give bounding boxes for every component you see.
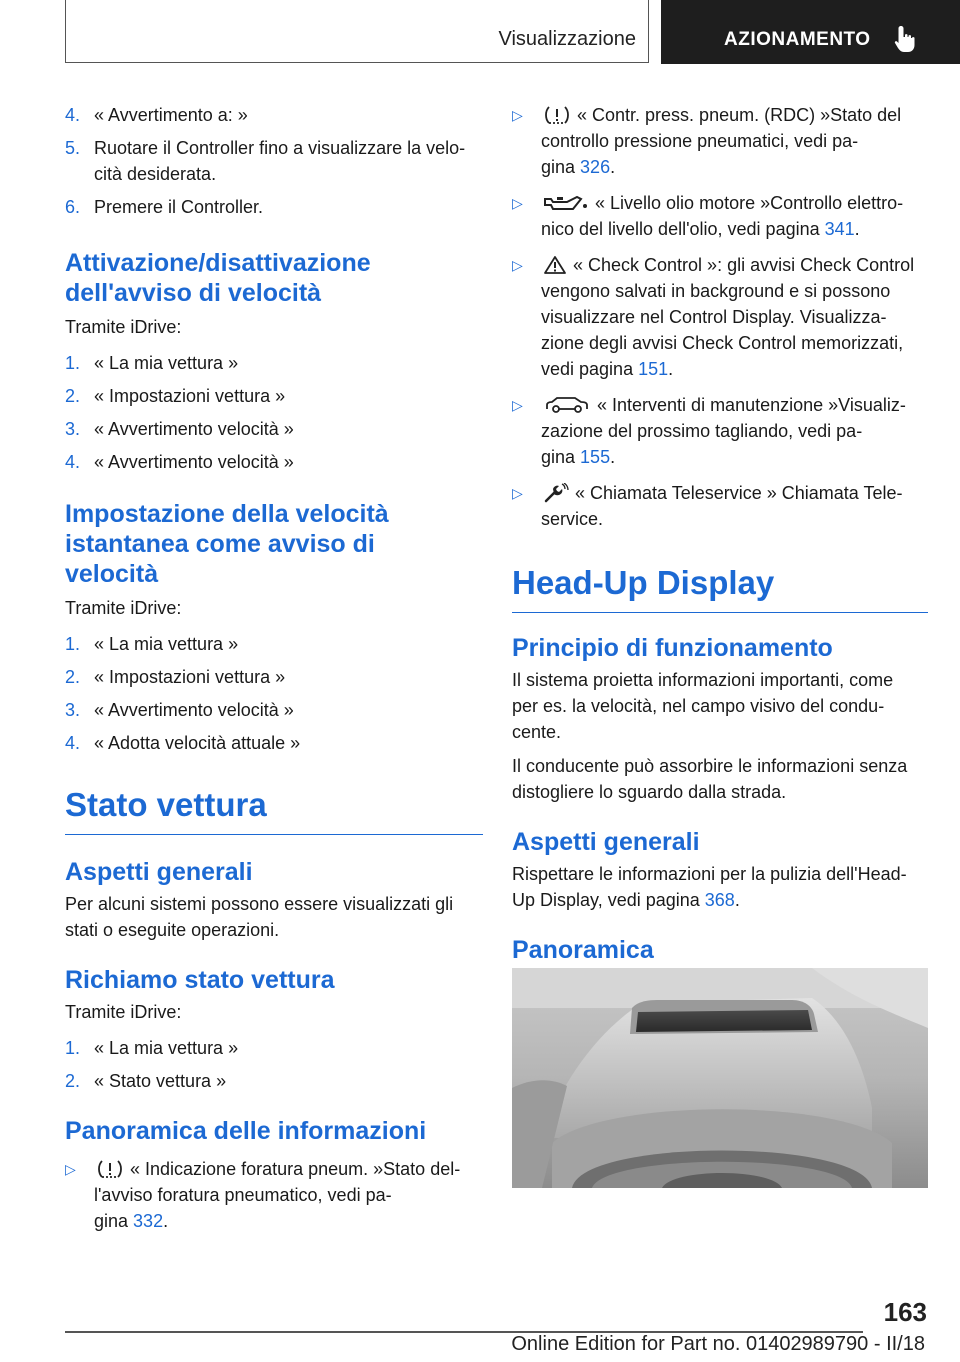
page-link[interactable]: 368 — [704, 890, 735, 910]
page-link[interactable]: 151 — [638, 359, 669, 379]
heading-panorama: Panoramica — [512, 936, 654, 964]
list-item: 6. Premere il Controller. — [65, 197, 264, 217]
triangle-bullet-icon: ▷ — [512, 107, 523, 123]
heading-activation: Attivazione/disattivazione dell'avviso di velocità — [65, 249, 371, 307]
heading-recall-status: Richiamo stato vettura — [65, 966, 335, 994]
heading-head-up-display: Head-Up Display — [512, 562, 928, 613]
triangle-bullet-icon: ▷ — [65, 1161, 76, 1177]
list-item: 2. « Impostazioni vettura » — [65, 667, 286, 687]
idrive-label: Tramite iDrive: — [65, 1002, 182, 1022]
general-text: Per alcuni sistemi possono essere visualizzati gli stati o eseguite operazioni. — [65, 894, 454, 940]
dashboard-illustration — [512, 968, 928, 1188]
heading-info-overview: Panoramica delle informazioni — [65, 1117, 427, 1145]
list-item: 4. « Avvertimento a: » — [65, 105, 248, 125]
steps-list-2 — [65, 350, 483, 475]
heading-general: Aspetti generali — [512, 828, 700, 856]
warning-triangle-icon — [543, 255, 567, 275]
heading-vehicle-status: Stato vettura — [65, 784, 483, 835]
triangle-bullet-icon: ▷ — [512, 485, 523, 501]
list-item: ▷ « Check Control »: gli avvisi Check Control vengono salvati in background e si possono visualizzare nel Control Display. Visualizza- zione degli avvisi Check Control memorizzati, vedi pagina 151. — [512, 252, 928, 382]
edition-text: Online Edition for Part no. 01402989790 - II/18 — [511, 1333, 925, 1355]
page-link[interactable]: 332 — [133, 1211, 164, 1231]
list-item: 1. « La mia vettura » — [65, 634, 239, 654]
heading-principle: Principio di funzionamento — [512, 634, 833, 662]
left-column — [65, 102, 483, 1244]
list-item: 4. « Avvertimento velocità » — [65, 452, 294, 472]
head-up-display-photo — [512, 968, 928, 1188]
chapter-title: AZIONAMENTO — [724, 29, 871, 50]
list-item: 2. « Impostazioni vettura » — [65, 386, 286, 406]
list-item: ▷ « Contr. press. pneum. (RDC) »Stato del controllo pressione pneumatici, vedi pa- gina 326. — [512, 102, 928, 180]
hand-pointer-icon — [893, 24, 919, 54]
list-item: ▷ « Interventi di manutenzione »Visualiz- zazione del prossimo tagliando, vedi pa- gina 155. — [512, 392, 928, 470]
teleservice-wrench-icon — [543, 483, 569, 503]
list-item: ▷ « Livello olio motore »Controllo elettro- nico del livello dell'olio, vedi pagina 341. — [512, 190, 928, 242]
page-link[interactable]: 326 — [580, 157, 611, 177]
section-title: Visualizzazione — [498, 28, 636, 50]
general-text: Rispettare le informazioni per la pulizia dell'Head- Up Display, vedi pagina 368. — [512, 864, 907, 910]
right-column — [512, 102, 928, 965]
triangle-bullet-icon: ▷ — [512, 195, 523, 211]
steps-list-4 — [65, 1035, 483, 1094]
steps-list-3 — [65, 631, 483, 756]
tire-pressure-icon — [543, 105, 571, 125]
principle-text-1: Il sistema proietta informazioni importanti, come per es. la velocità, nel campo visivo del condu- cente. — [512, 670, 894, 742]
page-header — [0, 0, 960, 66]
idrive-label: Tramite iDrive: — [65, 598, 182, 618]
list-item: 1. « La mia vettura » — [65, 1038, 239, 1058]
heading-general: Aspetti generali — [65, 858, 253, 886]
page-link[interactable]: 155 — [580, 447, 611, 467]
list-item: ▷ « Indicazione foratura pneum. »Stato del- l'avviso foratura pneumatico, vedi pa- gina 332. — [65, 1156, 483, 1234]
info-list-left — [65, 1156, 483, 1234]
principle-text-2: Il conducente può assorbire le informazioni senza distogliere lo sguardo dalla strada. — [512, 756, 908, 802]
steps-list-1 — [65, 102, 483, 220]
tire-warning-icon — [96, 1159, 124, 1179]
triangle-bullet-icon: ▷ — [512, 397, 523, 413]
service-car-icon — [543, 395, 591, 415]
list-item: ▷ « Chiamata Teleservice » Chiamata Tele- service. — [512, 480, 928, 532]
oil-can-icon — [543, 193, 589, 213]
idrive-label: Tramite iDrive: — [65, 317, 182, 337]
chapter-tab — [661, 0, 960, 64]
list-item: 4. « Adotta velocità attuale » — [65, 733, 301, 753]
heading-set-speed: Impostazione della velocità istantanea come avviso di velocità — [65, 500, 389, 588]
page-link[interactable]: 341 — [824, 219, 855, 239]
info-list-right — [512, 102, 928, 532]
list-item: 1. « La mia vettura » — [65, 353, 239, 373]
triangle-bullet-icon: ▷ — [512, 257, 523, 273]
list-item: 5. Ruotare il Controller fino a visualizzare la velo- cità desiderata. — [65, 138, 466, 184]
page-number: 163 — [883, 1297, 927, 1327]
list-item: 2. « Stato vettura » — [65, 1071, 227, 1091]
list-item: 3. « Avvertimento velocità » — [65, 419, 294, 439]
list-item: 3. « Avvertimento velocità » — [65, 700, 294, 720]
section-tab — [65, 0, 649, 63]
